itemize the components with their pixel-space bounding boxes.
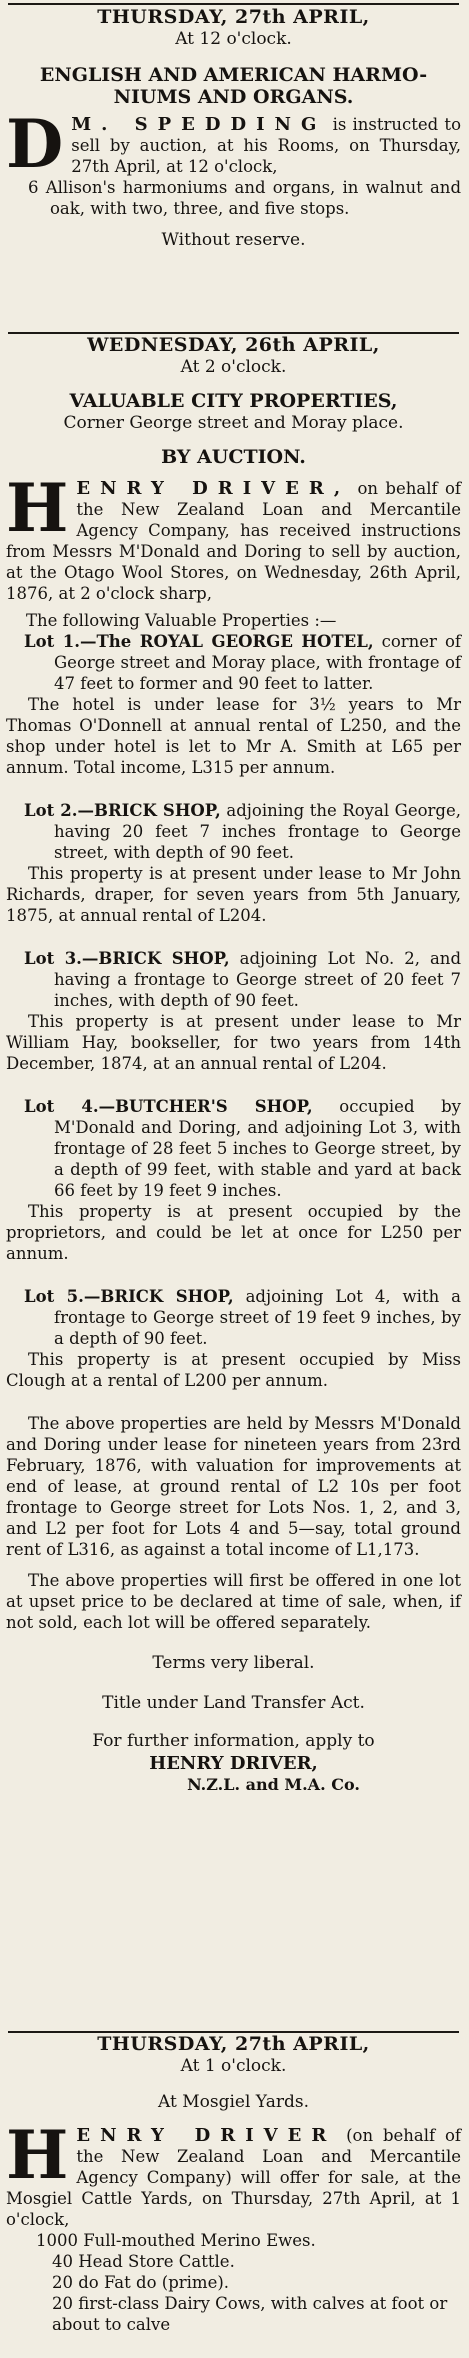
drop-cap: H [6,2116,69,2194]
lot-description: adjoining Lot No. 2, and having a frontage to George street of 20 feet 7 inches, with depth of 90 feet. [54,949,461,1010]
lot-description: adjoining the Royal George, having 20 feet 7 inches frontage to George street, with depth of 90 feet. [54,801,461,862]
by-auction-heading: BY AUCTION. [161,446,306,468]
ad-time: At 12 o'clock. [175,29,292,49]
lot-note: This property is at present occupied by the proprietors, and could be let at once for L250 per annum. [6,1202,461,1263]
apply-note: For further information, apply to [92,1731,375,1751]
lot-note: This property is at present under lease to Mr John Richards, draper, for seven years from 5th January, 1875, at annual rental of L204. [6,864,461,925]
ad-body [6,2116,462,2230]
ad-body-text: (on behalf of the New Zealand Loan and Mercantile Agency Company) will offer for sale, at the Mosgiel Cattle Yards, on Thursday, 27th April, at 1 o'clock, [6,2126,462,2229]
lot-label: Lot 5.—BRICK SHOP, [24,1287,234,1306]
lot-description: corner of George street and Moray place, with frontage of 47 feet to former and 90 feet to latter. [54,632,461,693]
ad-time: At 2 o'clock. [180,357,287,377]
lot-description: adjoining Lot 4, with a frontage to George street of 19 feet 9 inches, by a depth of 90 feet. [54,1287,461,1348]
terms-note: Terms very liberal. [152,1653,315,1673]
drop-cap: H [6,469,69,547]
city-properties-auction-notice [6,334,461,1795]
list-item: 40 Head Store Cattle. [52,2252,235,2271]
sale-terms: The above properties will first be offered in one lot at upset price to be declared at time of sale, when, if not sold, each lot will be offered separately. [6,1571,461,1632]
list-item: 20 do Fat do (prime). [52,2273,230,2292]
ad-date: THURSDAY, 27th APRIL, [97,6,370,28]
reserve-note: Without reserve. [161,230,306,250]
ad-date: WEDNESDAY, 26th APRIL, [87,334,380,356]
lot-entry [6,800,461,863]
lot-entry [6,1096,461,1201]
lot-note: The hotel is under lease for 3½ years to Mr Thomas O'Donnell at annual rental of L250, and the shop under hotel is let to Mr A. Smith at L65 per annum. Total income, L315 per annum. [6,695,461,777]
lot-label: Lot 4.—BUTCHER'S SHOP, [24,1097,313,1116]
properties-intro: The following Valuable Properties :— [26,611,337,630]
ad-time: At 1 o'clock. [180,2056,287,2076]
lot-entry [6,948,461,1011]
lot-label: Lot 1.—The ROYAL GEORGE HOTEL, [24,632,374,651]
auctioneer-name: M. SPEDDING [71,114,327,135]
lot-label: Lot 3.—BRICK SHOP, [24,949,230,968]
lease-summary: The above properties are held by Messrs M'Donald and Doring under lease for nineteen years from 23rd February, 1876, with valuation for improvements at end of lease, at ground rental of L2 10s per foot frontage to George street for Lots Nos. 1, 2, and 3, and L2 per foot for Lots 4 and 5—say, total ground rent of L316, as against a total income of L1,173. [6,1414,461,1559]
ad-body-text: on behalf of the New Zealand Loan and Mercantile Agency Company, has received instructions from Messrs M'Donald and Doring to sell by auction, at the Otago Wool Stores, on Wednesday, 26th April, 1876, at 2 o'clock sharp, [6,479,461,603]
list-item: 20 first-class Dairy Cows, with calves at foot or about to calve [52,2294,448,2334]
lot-entry [6,631,461,694]
ad-heading-line-1: ENGLISH AND AMERICAN HARMO- [39,64,428,86]
ad-body [6,105,461,183]
sale-location: At Mosgiel Yards. [158,2092,309,2112]
lot-note: This property is at present under lease to Mr William Hay, bookseller, for two years from 14th December, 1874, at an annual rental of L204. [6,1012,461,1073]
auctioneer-name: ENRY DRIVER [76,2125,337,2146]
lot-description: occupied by M'Donald and Doring, and adjoining Lot 3, with frontage of 28 feet 5 inches to George street, by a depth of 99 feet, with stable and yard at back 66 feet by 19 feet 9 inches. [54,1097,462,1200]
lot-label: Lot 2.—BRICK SHOP, [24,801,221,820]
ad-heading: VALUABLE CITY PROPERTIES, [69,390,398,412]
ad-heading-line-2: NIUMS AND ORGANS. [113,86,354,108]
list-item: 1000 Full-mouthed Merino Ewes. [36,2231,316,2250]
ad-item: 6 Allison's harmoniums and organs, in walnut and oak, with two, three, and five stops. [28,178,461,218]
signature-org: N.Z.L. and M.A. Co. [187,1775,360,1794]
ad-body-text: is instructed to sell by auction, at his Rooms, on Thursday, 27th April, at 12 o'clock, [71,115,461,176]
harmonium-auction-notice [6,6,461,251]
title-note: Title under Land Transfer Act. [102,1693,365,1713]
signature: HENRY DRIVER, [149,1753,318,1774]
auctioneer-name: ENRY DRIVER, [76,478,351,499]
ad-subheading: Corner George street and Moray place. [63,413,404,433]
stock-list [6,2230,461,2335]
lot-entry [6,1286,461,1349]
column-rule [8,3,459,5]
mosgiel-stock-sale-notice [6,2033,461,2335]
ad-body [6,469,461,604]
drop-cap: D [6,105,64,183]
lot-note: This property is at present occupied by Miss Clough at a rental of L200 per annum. [6,1350,461,1390]
ad-date: THURSDAY, 27th APRIL, [97,2033,370,2055]
